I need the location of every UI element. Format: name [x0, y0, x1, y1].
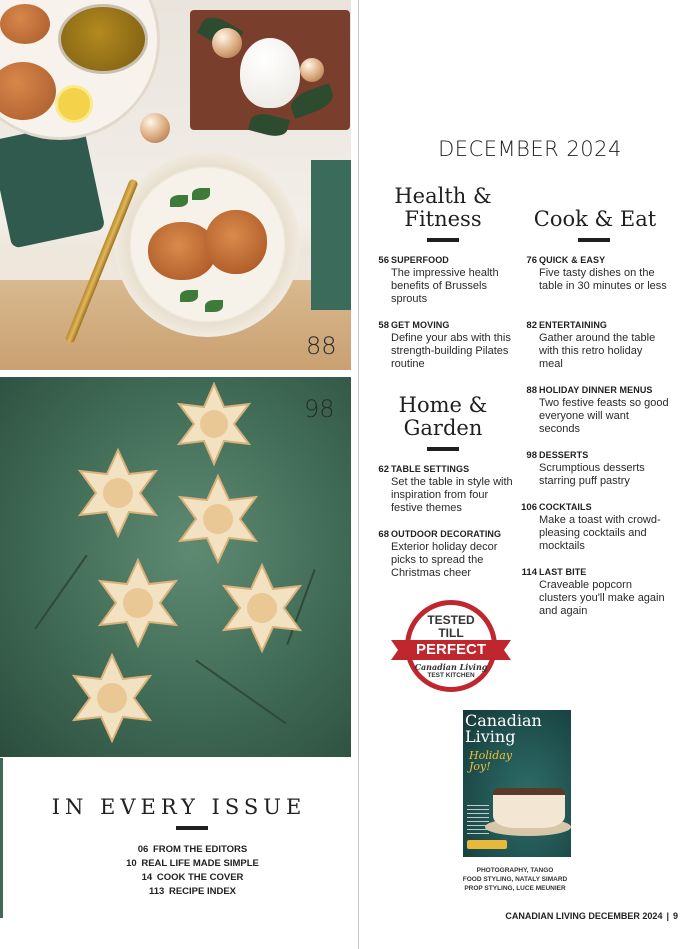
list-item-label: FROM THE EDITORS	[152, 844, 248, 855]
badge-text: TILL	[438, 626, 464, 640]
toc-entry[interactable]	[515, 254, 665, 306]
star-pastry	[88, 557, 188, 649]
toc-description: Define your abs with this strength-building Pilates routine	[391, 332, 511, 370]
toc-category: TABLE SETTINGS	[391, 464, 470, 474]
star-pastry	[68, 447, 168, 539]
tested-till-perfect-badge	[391, 600, 511, 690]
crab-cake	[205, 210, 267, 274]
cover-cover-lines	[467, 805, 489, 835]
sauce-bowl	[58, 4, 148, 74]
footer-separator: |	[666, 911, 669, 921]
photo-holiday-dinner	[0, 0, 351, 370]
toc-description: Make a toast with crowd-pleasing cocktails and mocktails	[539, 514, 661, 552]
list-item[interactable]	[0, 885, 385, 899]
list-item-page: 10	[126, 858, 137, 869]
toc-entry[interactable]	[515, 319, 665, 371]
toc-page-number: 68	[378, 529, 389, 540]
star-pastry	[212, 562, 312, 654]
herb-garnish	[192, 188, 210, 200]
cover-script-line: Joy!	[469, 760, 491, 773]
herb-garnish	[170, 195, 188, 207]
badge-text: TESTED	[427, 613, 475, 627]
list-item-page: 113	[148, 886, 165, 897]
photo-page-number: 88	[306, 332, 337, 360]
toc-category: DESSERTS	[539, 450, 589, 460]
section-heading-line: Health &	[394, 184, 492, 208]
toc-entry[interactable]	[515, 566, 665, 618]
toc-description: Craveable popcorn clusters you'll make again and again	[539, 579, 665, 617]
photo-credits	[440, 866, 590, 893]
footer-page-number: 9	[672, 911, 678, 921]
toc-category: COCKTAILS	[539, 502, 592, 512]
toc-page-number: 82	[526, 320, 537, 331]
toc-description: The impressive health benefits of Brussels sprouts	[391, 267, 499, 305]
list-item-label: REAL LIFE MADE SIMPLE	[141, 858, 259, 869]
gold-bauble	[300, 58, 324, 82]
magazine-cover-thumbnail[interactable]	[463, 710, 571, 857]
section-rule	[427, 238, 459, 242]
cover-script-line: Holiday	[469, 749, 513, 762]
toc-entry[interactable]	[373, 319, 523, 371]
section-rule	[427, 447, 459, 451]
herb-garnish	[180, 290, 198, 302]
cover-script	[469, 750, 519, 772]
toc-page-number: 62	[378, 464, 389, 475]
photo-star-pastries	[0, 377, 351, 757]
list-item[interactable]	[0, 857, 385, 871]
toc-category: GET MOVING	[391, 320, 450, 330]
list-item-page: 14	[141, 872, 153, 883]
badge-ribbon: PERFECT	[391, 640, 511, 660]
gold-bauble	[140, 113, 170, 143]
list-item[interactable]	[0, 843, 385, 857]
list-item-label: COOK THE COVER	[156, 872, 244, 883]
toc-description: Scrumptious desserts starring puff pastry	[539, 462, 645, 487]
footer-magazine: CANADIAN LIVING DECEMBER 2024	[505, 911, 663, 921]
list-item-page: 06	[137, 844, 149, 855]
cover-sticker	[467, 840, 507, 849]
toc-page-number: 58	[378, 320, 389, 331]
toc-entry[interactable]	[373, 528, 523, 580]
in-every-issue-list	[0, 843, 385, 899]
toc-description: Gather around the table with this retro holiday meal	[539, 332, 656, 370]
section-rule	[176, 826, 208, 830]
issue-title: DECEMBER 2024	[438, 137, 622, 161]
badge-subtext: TEST KITCHEN	[427, 672, 475, 679]
cover-masthead	[465, 713, 569, 745]
crab-cake	[0, 4, 50, 44]
toc-description: Set the table in style with inspiration from four festive themes	[391, 476, 513, 514]
credit-line: PHOTOGRAPHY, TANGO	[476, 867, 554, 874]
section-heading-line: Fitness	[404, 207, 482, 231]
section-rule	[578, 238, 610, 242]
toc-category: SUPERFOOD	[391, 255, 449, 265]
page-footer	[505, 911, 678, 921]
cover-masthead-line: Canadian	[465, 711, 542, 730]
credit-line: PROP STYLING, LUCE MEUNIER	[464, 885, 566, 892]
badge-brand: Canadian Living	[414, 662, 488, 672]
section-heading-health-fitness	[378, 185, 508, 231]
gold-bauble	[212, 28, 242, 58]
toc-description: Five tasty dishes on the table in 30 minutes or less	[539, 267, 667, 292]
toc-entry[interactable]	[515, 384, 669, 436]
toc-entry[interactable]	[373, 254, 523, 306]
toc-description: Two festive feasts so good everyone will want seconds	[539, 397, 669, 435]
column-divider	[358, 0, 359, 949]
toc-page-number: 114	[521, 567, 537, 578]
list-item-label: RECIPE INDEX	[168, 886, 236, 897]
star-pastry	[168, 473, 268, 565]
toc-description: Exterior holiday decor picks to spread the Christmas cheer	[391, 541, 498, 579]
toc-page-number: 98	[526, 450, 537, 461]
cover-masthead-line: Living	[465, 727, 516, 746]
star-pastry	[168, 381, 260, 467]
section-heading-line: Garden	[403, 416, 483, 440]
evergreen-sprig	[195, 660, 286, 725]
toc-page-number: 76	[526, 255, 537, 266]
credit-line: FOOD STYLING, NATALY SIMARD	[462, 876, 568, 883]
section-heading-cook-eat: Cook & Eat	[533, 207, 657, 231]
in-every-issue-heading: IN EVERY ISSUE	[51, 795, 307, 819]
toc-category: QUICK & EASY	[539, 255, 606, 265]
section-heading-home-garden	[378, 394, 508, 440]
toc-page-number: 88	[526, 385, 537, 396]
green-napkin	[0, 121, 105, 248]
photo-page-number: 98	[304, 395, 335, 423]
toc-category: ENTERTAINING	[539, 320, 608, 330]
star-pastry	[62, 652, 162, 744]
green-napkin-right	[311, 160, 351, 310]
toc-category: LAST BITE	[539, 567, 587, 577]
evergreen-sprig	[34, 555, 87, 630]
toc-entry[interactable]	[373, 463, 523, 515]
list-item[interactable]	[0, 871, 385, 885]
toc-entry[interactable]	[515, 501, 665, 553]
toc-page-number: 106	[521, 502, 537, 513]
section-heading-line: Home &	[398, 393, 488, 417]
toc-category: OUTDOOR DECORATING	[391, 529, 502, 539]
cover-cake	[493, 788, 565, 828]
white-candle	[240, 38, 300, 108]
toc-page-number: 56	[378, 255, 389, 266]
toc-category: HOLIDAY DINNER MENUS	[539, 385, 653, 395]
herb-garnish	[205, 300, 223, 312]
toc-entry[interactable]	[515, 449, 665, 489]
lemon-wedge	[55, 85, 93, 123]
